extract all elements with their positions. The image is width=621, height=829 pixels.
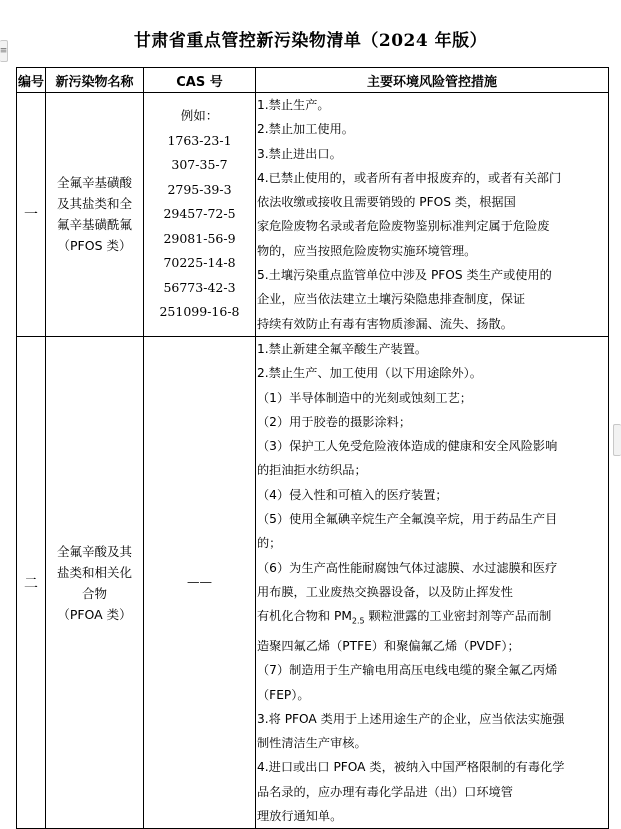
cas-number: 307-35-7: [171, 157, 228, 173]
measure-line: 3.禁止进出口。: [257, 146, 342, 161]
measure-line: （3）保护工人免受危险液体造成的健康和安全风险影响: [257, 439, 558, 454]
pollutant-name-line: 氟辛基磺酰氟: [56, 217, 132, 233]
cas-number: 251099-16-8: [159, 304, 240, 320]
measure-line: （4）侵入性和可植入的医疗装置；: [257, 487, 448, 502]
pollutant-name-line: 合物: [81, 585, 107, 601]
control-measures: [256, 336, 609, 828]
measure-line: 5.土壤污染重点监管单位中涉及 PFOS 类生产或使用的: [257, 268, 552, 283]
header-name: 新污染物名称: [46, 68, 144, 93]
measure-line: （5）使用全氟碘辛烷生产全氟溴辛烷，用于药品生产目: [257, 512, 558, 527]
right-edge-handle[interactable]: [613, 424, 621, 456]
pollutant-name-line: （PFOS 类）: [57, 238, 132, 254]
measure-line: （2）用于胶卷的摄影涂料；: [257, 414, 412, 429]
pollutant-name: [46, 93, 144, 337]
cas-number: 1763-23-1: [167, 132, 232, 148]
measure-line: （6）为生产高性能耐腐蚀气体过滤膜、水过滤膜和医疗: [257, 560, 558, 575]
cas-number-cell: [144, 336, 256, 828]
header-measures: 主要环境风险管控措施: [256, 68, 609, 93]
pollutant-name-line: 全氟辛基磺酸: [56, 175, 132, 191]
measure-line: 1.禁止新建全氟辛酸生产装置。: [257, 341, 428, 356]
measure-line: 2.禁止加工使用。: [257, 122, 354, 137]
measure-line: （7）制造用于生产输电用高压电线电缆的聚全氟乙丙烯: [257, 663, 558, 678]
row-number: 二: [17, 336, 46, 828]
document-title: 甘肃省重点管控新污染物清单（2024 年版）: [133, 31, 488, 51]
cas-number: 29457-72-5: [163, 206, 236, 222]
cas-number: 2795-39-3: [167, 181, 232, 197]
measure-line: 4.进口或出口 PFOA 类，被纳入中国严格限制的有毒化学: [257, 760, 565, 775]
pollutant-name-line: （PFOA 类）: [57, 606, 132, 622]
measure-line: 物的，应当按照危险废物实施环境管理。: [257, 243, 477, 258]
measure-line: （1）半导体制造中的光刻或蚀刻工艺；: [257, 390, 472, 405]
table-header-row: [17, 68, 609, 93]
cas-number-cell: [144, 93, 256, 337]
table-row: [17, 93, 609, 337]
measure-line: 品名录的，应办理有毒化学品进（出）口环境管: [257, 784, 513, 799]
measure-line: （FEP）。: [257, 687, 310, 702]
measure-line: 3.将 PFOA 类用于上述用途生产的企业，应当依法实施强: [257, 711, 565, 726]
header-number: 编号: [17, 68, 46, 93]
measure-line: 有机化合物和 $PM_{2.5}$ 颗粒泄露的工业密封剂等产品而制: [257, 609, 552, 626]
measure-line: 用布膜，工业废热交换器设备，以及防止挥发性: [257, 584, 513, 599]
measure-line: 企业，应当依法建立土壤污染隐患排查制度，保证: [257, 292, 526, 307]
measure-line: 4.已禁止使用的，或者所有者申报废弃的，或者有关部门: [257, 170, 562, 185]
pollutant-name-line: 及其盐类和全: [56, 196, 132, 212]
measure-line: 持续有效防止有毒有害物质渗漏、流失、扬散。: [257, 316, 513, 331]
measure-line: 家危险废物名录或者危险废物鉴别标准判定属于危险废: [257, 219, 550, 234]
cas-number: 29081-56-9: [163, 230, 236, 246]
cas-number: 例如：: [180, 108, 219, 124]
measure-line: 1.禁止生产。: [257, 98, 330, 112]
header-cas: CAS 号: [144, 68, 256, 93]
measure-line: 造聚四氟乙烯（PTFE）和聚偏氟乙烯（PVDF）；: [257, 638, 520, 653]
measure-line: 的拒油拒水纺织品；: [257, 463, 367, 478]
pollutant-name-line: 盐类和相关化: [56, 564, 132, 580]
pollutant-name: [46, 336, 144, 828]
pollutant-table: [16, 67, 609, 829]
control-measures: [256, 93, 609, 337]
cas-number: 56773-42-3: [163, 279, 236, 295]
cas-number: 70225-14-8: [163, 255, 236, 271]
measure-line: 理放行通知单。: [257, 809, 343, 824]
measure-line: 的；: [257, 536, 282, 551]
menu-icon: ≡: [0, 46, 8, 56]
measure-line: 制性清洁生产审核。: [257, 736, 367, 751]
measure-line: 2.禁止生产、加工使用（以下用途除外）。: [257, 366, 482, 381]
table-row: [17, 336, 609, 828]
measure-line: 依法收缴或接收且需要销毁的 PFOS 类，根据国: [257, 195, 516, 210]
row-number: 一: [17, 93, 46, 337]
pollutant-name-line: 全氟辛酸及其: [56, 543, 132, 559]
cas-number: ——: [187, 574, 212, 590]
